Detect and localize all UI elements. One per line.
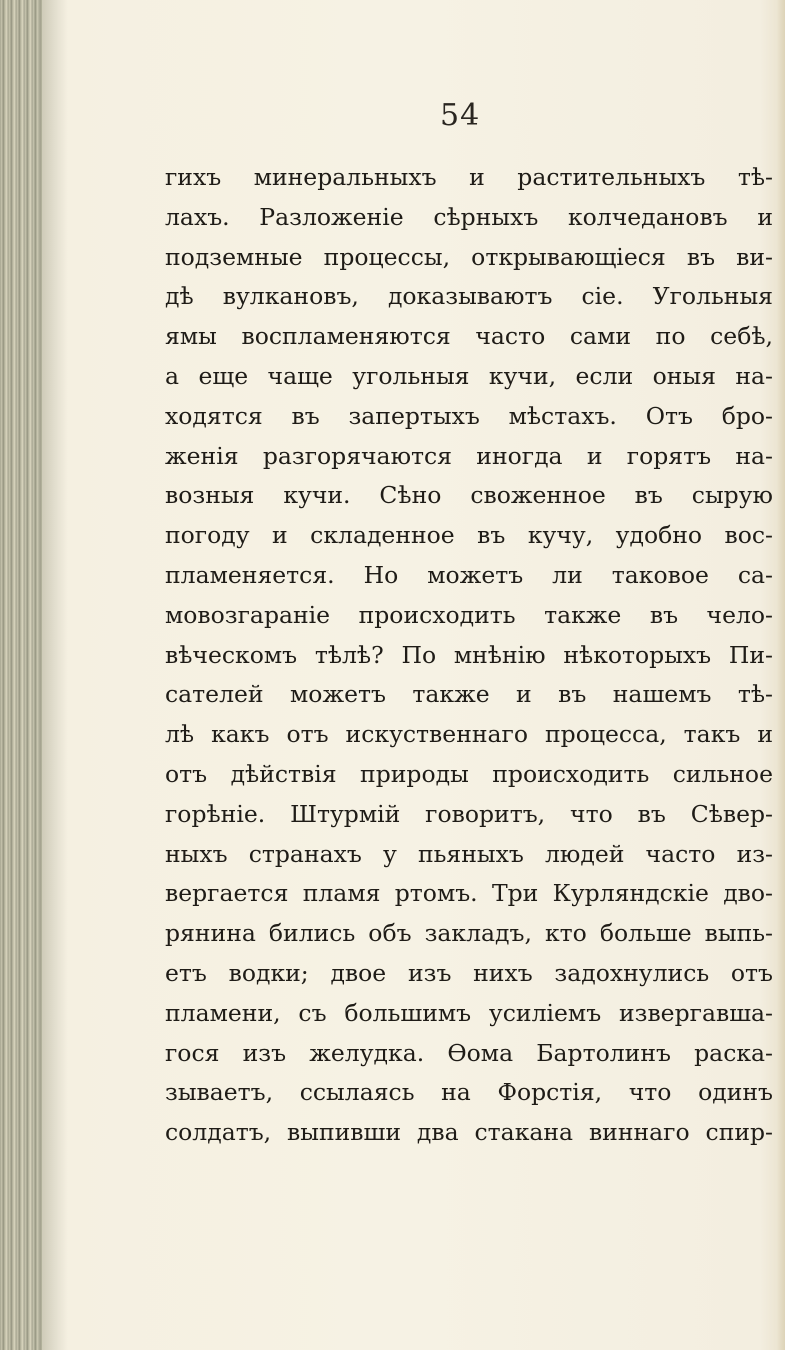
text-line: ямы воспламеняются часто сами по себѣ,: [165, 322, 773, 351]
text-line: гихъ минеральныхъ и растительныхъ тѣ-: [165, 163, 773, 191]
gutter-shadow: [38, 0, 68, 1350]
text-line: подземные процессы, открывающіеся въ ви-: [165, 242, 773, 271]
text-line: гося изъ желудка. Ѳома Бартолинъ раска-: [165, 1038, 773, 1067]
text-line: пламени, съ большимъ усиліемъ извергавша-: [165, 998, 773, 1027]
text-line: мовозгараніе происходить также въ чело-: [165, 600, 773, 629]
text-line: ходятся въ запертыхъ мѣстахъ. Отъ бро-: [165, 401, 773, 430]
text-line: лѣ какъ отъ искуственнаго процесса, такъ и: [165, 720, 773, 749]
book-spine-shadow: [0, 0, 42, 1350]
text-line: погоду и складенное въ кучу, удобно вос-: [165, 521, 773, 550]
text-line: отъ дѣйствія природы происходить сильное: [165, 759, 773, 788]
text-line: ныхъ странахъ у пьяныхъ людей часто из-: [165, 839, 773, 868]
text-line: сателей можетъ также и въ нашемъ тѣ-: [165, 680, 773, 709]
text-line: вергается пламя ртомъ. Три Курляндскіе дво-: [165, 879, 773, 908]
text-line: солдатъ, выпивши два стакана виннаго спир-: [165, 1118, 773, 1147]
text-line: етъ водки; двое изъ нихъ задохнулись отъ: [165, 958, 773, 987]
body-text: [165, 158, 773, 1153]
text-line: лахъ. Разложеніе сѣрныхъ колчедановъ и: [165, 202, 773, 231]
text-line: зываетъ, ссылаясь на Форстія, что одинъ: [165, 1078, 773, 1107]
text-line: вѣческомъ тѣлѣ? По мнѣнію нѣкоторыхъ Пи-: [165, 640, 773, 669]
text-line: дѣ вулкановъ, доказываютъ сіе. Угольныя: [165, 282, 773, 311]
text-line: горѣніе. Штурмій говоритъ, что въ Сѣвер-: [165, 799, 773, 828]
text-line: женія разгорячаются иногда и горятъ на-: [165, 441, 773, 470]
text-line: рянина бились объ закладъ, кто больше выпь-: [165, 919, 773, 948]
text-line: пламеняется. Но можетъ ли таковое са-: [165, 560, 773, 589]
text-line: возныя кучи. Сѣно своженное въ сырую: [165, 481, 773, 510]
text-line: а еще чаще угольныя кучи, если оныя на-: [165, 361, 773, 390]
page-number: 54: [440, 98, 481, 133]
page-edge: [777, 0, 785, 1350]
